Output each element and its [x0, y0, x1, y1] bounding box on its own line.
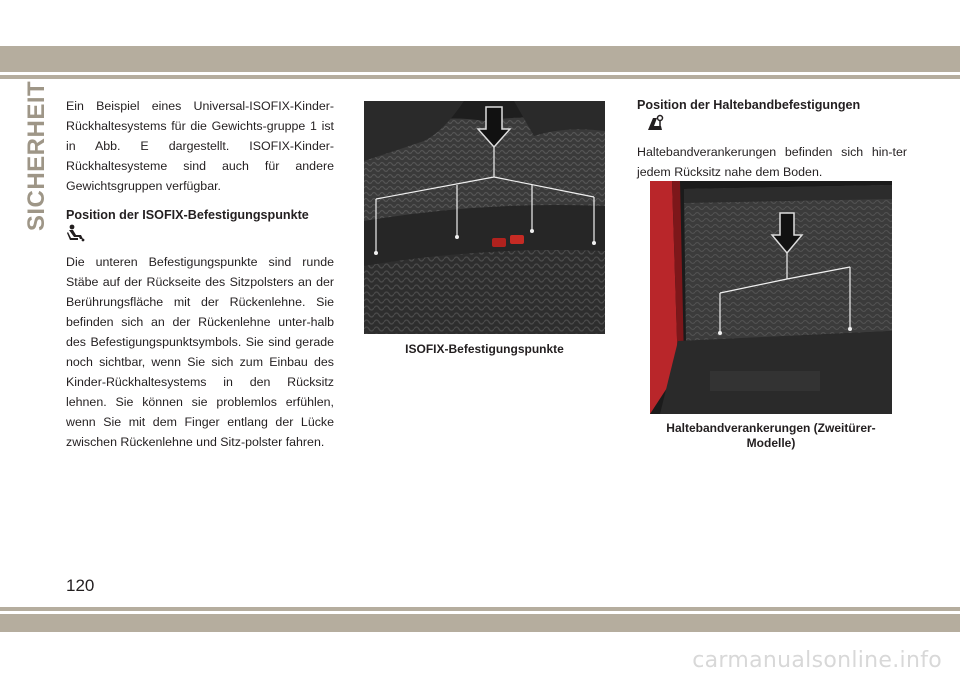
section-label [23, 80, 51, 232]
tether-heading: Position der Haltebandbefestigungen [637, 98, 861, 112]
page-number: 120 [66, 576, 95, 595]
watermark: carmanualsonline.info [692, 648, 942, 673]
isofix-body: Die unteren Befestigungspunkte sind runde Stäbe auf der Rückseite des Sitzpolsters an der Berührungsfläche mit der Rückenlehne. Sie befinden sich an der Rückenlehne unter-halb des Befestigungspunktsymbols. Sie sind gerade noch sichtbar, wenn Sie sich zum Einbau des Kinder-Rückhaltesystems in den Rücksitz lehnen. Sie können sie problemlos erfühlen, wenn Sie mit dem Finger entlang der Lücke zwischen Rückenlehne und Sitz-polster fahren. [66, 255, 334, 449]
footer-band [0, 614, 960, 632]
tether-anchor-icon [637, 114, 907, 132]
intro-paragraph: Ein Beispiel eines Universal-ISOFIX-Kinder-Rückhaltesystems für die Gewichts-gruppe 1 ist in Abb. E dargestellt. ISOFIX-Kinder-Rückhaltesysteme sind auch für andere Gewichtsgruppen verfügbar. [66, 99, 334, 193]
footer-rule [0, 607, 960, 611]
rear-seat-isofix-photo [364, 101, 605, 334]
section-label-text: SICHERHEIT [23, 80, 51, 232]
figure2-caption-line2: Modelle) [746, 436, 796, 450]
figure2-caption-line1: Haltebandverankerungen (Zweitürer- [666, 421, 876, 435]
figure1-caption: ISOFIX-Befestigungspunkte [405, 342, 564, 356]
tether-anchor-photo [650, 181, 892, 414]
isofix-heading: Position der ISOFIX-Befestigungspunkte [66, 208, 309, 222]
figure2-caption [650, 421, 892, 451]
header-band [0, 46, 960, 72]
header-rule [0, 75, 960, 79]
isofix-anchor-icon [66, 224, 334, 242]
left-column [66, 96, 334, 452]
tether-body: Haltebandverankerungen befinden sich hin-ter jedem Rücksitz nahe dem Boden. [637, 145, 907, 179]
right-column [637, 96, 907, 182]
